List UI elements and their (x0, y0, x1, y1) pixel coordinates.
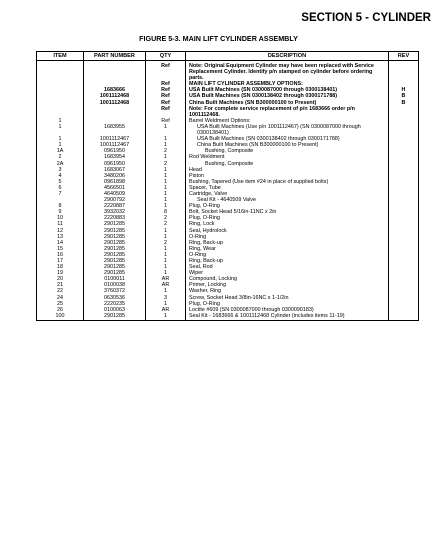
cell-part-number: 2900792 (84, 197, 146, 203)
cell-rev: B (389, 100, 419, 106)
cell-item: 26 (37, 307, 84, 313)
cell-qty: 1 (146, 234, 186, 240)
cell-qty: 1 (146, 154, 186, 160)
cell-qty: 1 (146, 264, 186, 270)
column-header-part-number: PART NUMBER (84, 52, 146, 61)
cell-qty: Ref (146, 106, 186, 118)
cell-description: Note: For complete service replacement of p/n 1683666 order p/n 1001112468. (186, 106, 389, 118)
cell-description: Plug, O-Ring (186, 301, 389, 307)
cell-description: Note: Original Equipment Cylinder may have been replaced with Service Replacement Cylinder. Identify p/n stamped on cylinder before ordering parts. (186, 63, 389, 81)
cell-item: 16 (37, 252, 84, 258)
cell-qty: 2 (146, 215, 186, 221)
column-header-rev: REV (389, 52, 419, 61)
cell-item (37, 106, 84, 118)
cell-qty: Ref (146, 93, 186, 99)
cell-description: USA Built Machines (SN 0300138402 through 0300171788) (186, 136, 389, 142)
cell-part-number: 2901285 (84, 270, 146, 276)
cell-part-number: 1683954 (84, 154, 146, 160)
cell-part-number: 2901285 (84, 264, 146, 270)
cell-description: China Built Machines (SN B300000100 to Present) (186, 142, 389, 148)
cell-rev: H (389, 87, 419, 93)
cell-description: Plug, O-Ring (186, 215, 389, 221)
cell-part-number: 0630536 (84, 295, 146, 301)
cell-qty: Ref (146, 87, 186, 93)
cell-description: MAIN LIFT CYLINDER ASSEMBLY OPTIONS: (186, 81, 389, 87)
cell-qty: Ref (146, 81, 186, 87)
cell-item: 9 (37, 209, 84, 215)
cell-description: O-Ring (186, 234, 389, 240)
cell-item (37, 63, 84, 81)
cell-part-number: 2220883 (84, 215, 146, 221)
cell-item: 18 (37, 264, 84, 270)
cell-part-number: 2901285 (84, 221, 146, 227)
cell-description: O-Ring (186, 252, 389, 258)
cell-description: Loctite #609 (SN 0300087000 through 0300090183) (186, 307, 389, 313)
cell-item: 7 (37, 191, 84, 197)
cell-qty: 1 (146, 136, 186, 142)
cell-part-number: 0100063 (84, 307, 146, 313)
cell-qty: 1 (146, 203, 186, 209)
cell-qty: AR (146, 282, 186, 288)
cell-item: 2 (37, 154, 84, 160)
cell-part-number (84, 106, 146, 118)
cell-description: Piston (186, 173, 389, 179)
cell-rev (389, 106, 419, 118)
cell-item: 24 (37, 295, 84, 301)
cell-item: 13 (37, 234, 84, 240)
cell-qty: 1 (146, 197, 186, 203)
cell-part-number: 1683955 (84, 124, 146, 136)
cell-part-number: 4566501 (84, 185, 146, 191)
cell-item: 15 (37, 246, 84, 252)
cell-item: 25 (37, 301, 84, 307)
table-row (37, 63, 419, 81)
cell-part-number: 3480206 (84, 173, 146, 179)
cell-part-number: 1683067 (84, 167, 146, 173)
cell-qty: 8 (146, 209, 186, 215)
cell-part-number: 1001112468 (84, 93, 146, 99)
cell-qty: Ref (146, 118, 186, 124)
cell-description: Ring, Lock (186, 221, 389, 227)
cell-qty: 1 (146, 179, 186, 185)
cell-item: 6 (37, 185, 84, 191)
cell-item: 17 (37, 258, 84, 264)
cell-description: China Built Machines (SN B300000100 to Present) (186, 100, 389, 106)
cell-part-number (84, 63, 146, 81)
cell-item: 14 (37, 240, 84, 246)
cell-item: 20 (37, 276, 84, 282)
cell-part-number: 1001112467 (84, 142, 146, 148)
cell-description: USA Built Machines (SN 0300087000 through 0300138401) (186, 87, 389, 93)
cell-qty: Ref (146, 100, 186, 106)
cell-qty: 2 (146, 221, 186, 227)
cell-qty: AR (146, 276, 186, 282)
cell-description: Cartridge, Valve (186, 191, 389, 197)
table-body (37, 61, 419, 321)
cell-item: 21 (37, 282, 84, 288)
cell-part-number: 0961898 (84, 179, 146, 185)
cell-item: 5 (37, 179, 84, 185)
cell-part-number: 0961950 (84, 161, 146, 167)
cell-description: Seal Kit - 4640509 Valve (186, 197, 389, 203)
cell-description: Seal Kit - 1683666 & 1001112468 Cylinder (includes items 11-19) (186, 313, 389, 321)
parts-table (36, 51, 419, 321)
cell-qty: 1 (146, 252, 186, 258)
cell-description: Compound, Locking (186, 276, 389, 282)
table-row (37, 124, 419, 136)
cell-description: Spacer, Tube (186, 185, 389, 191)
cell-qty: 1 (146, 167, 186, 173)
cell-rev (389, 313, 419, 321)
cell-description: USA Built Machines (SN 0300138402 through 0300171788) (186, 93, 389, 99)
cell-qty: 1 (146, 142, 186, 148)
cell-description: Bushing, Tapered (Use item #24 in place of supplied bolts) (186, 179, 389, 185)
cell-part-number: 2901285 (84, 240, 146, 246)
cell-part-number: 2220887 (84, 203, 146, 209)
cell-part-number: 2901285 (84, 252, 146, 258)
cell-part-number: 1001112468 (84, 100, 146, 106)
cell-description: Wiper (186, 270, 389, 276)
cell-description: Bushing, Composite (186, 161, 389, 167)
table-row (37, 313, 419, 321)
cell-qty: 1 (146, 258, 186, 264)
cell-part-number: 0100038 (84, 282, 146, 288)
cell-part-number: 0100011 (84, 276, 146, 282)
cell-qty: 1 (146, 185, 186, 191)
cell-description: Rod Weldment (186, 154, 389, 160)
cell-part-number: 2901285 (84, 234, 146, 240)
cell-part-number: 3760372 (84, 288, 146, 294)
column-header-description: DESCRIPTION (186, 52, 389, 61)
cell-description: Head (186, 167, 389, 173)
cell-item: 11 (37, 221, 84, 227)
cell-part-number: 3932032 (84, 209, 146, 215)
cell-item: 100 (37, 313, 84, 321)
table-header-row (37, 52, 419, 61)
cell-qty: 3 (146, 295, 186, 301)
cell-item: 19 (37, 270, 84, 276)
cell-qty: 2 (146, 148, 186, 154)
table-row (37, 106, 419, 118)
cell-description: Washer, Ring (186, 288, 389, 294)
cell-description: Ring, Wear (186, 246, 389, 252)
column-header-qty: QTY (146, 52, 186, 61)
cell-qty: 1 (146, 313, 186, 321)
cell-rev (389, 63, 419, 81)
cell-item: 1 (37, 118, 84, 124)
cell-item: 12 (37, 228, 84, 234)
cell-qty: AR (146, 307, 186, 313)
cell-qty: 1 (146, 228, 186, 234)
section-title: SECTION 5 - CYLINDER (301, 12, 431, 24)
cell-qty: 1 (146, 124, 186, 136)
cell-qty: Ref (146, 63, 186, 81)
cell-part-number: 2901285 (84, 313, 146, 321)
cell-part-number: 2901285 (84, 246, 146, 252)
cell-qty: 1 (146, 246, 186, 252)
cell-qty: 1 (146, 288, 186, 294)
cell-item: 1A (37, 148, 84, 154)
cell-item: 4 (37, 173, 84, 179)
cell-rev: B (389, 93, 419, 99)
cell-part-number: 2901285 (84, 258, 146, 264)
cell-part-number: 4640509 (84, 191, 146, 197)
cell-description: Ring, Back-up (186, 258, 389, 264)
cell-description: Ring, Back-up (186, 240, 389, 246)
cell-description: Seal, Rod (186, 264, 389, 270)
column-header-item: ITEM (37, 52, 84, 61)
cell-part-number: 2901285 (84, 228, 146, 234)
cell-part-number: 1683666 (84, 87, 146, 93)
cell-description: Barrel Weldment Options: (186, 118, 389, 124)
cell-item: 1 (37, 136, 84, 142)
cell-part-number: 2220235 (84, 301, 146, 307)
cell-description: Plug, O-Ring (186, 203, 389, 209)
cell-description: Bolt, Socket Head 5/16in-11NC x 2in (186, 209, 389, 215)
cell-part-number: 0961950 (84, 148, 146, 154)
cell-description: Seal, Hydrolock (186, 228, 389, 234)
cell-item: 22 (37, 288, 84, 294)
cell-rev (389, 124, 419, 136)
cell-qty: 1 (146, 270, 186, 276)
cell-qty: 2 (146, 161, 186, 167)
cell-item: 1 (37, 142, 84, 148)
cell-qty: 1 (146, 173, 186, 179)
figure-title: FIGURE 5-3. MAIN LIFT CYLINDER ASSEMBLY (139, 34, 298, 43)
cell-item: 10 (37, 215, 84, 221)
cell-item: 8 (37, 203, 84, 209)
cell-description: Bushing, Composite (186, 148, 389, 154)
cell-description: Primer, Locking (186, 282, 389, 288)
cell-item: 3 (37, 167, 84, 173)
cell-qty: 2 (146, 240, 186, 246)
cell-item: 1 (37, 124, 84, 136)
cell-qty: 1 (146, 191, 186, 197)
cell-description: Screw, Socket Head 3/8in-16NC x 1-1/2in (186, 295, 389, 301)
cell-item: 2A (37, 161, 84, 167)
cell-description: USA Built Machines (Use p/n 1001112467) (SN 0300087000 through 0300138401) (186, 124, 389, 136)
cell-part-number: 1001112467 (84, 136, 146, 142)
cell-qty: 1 (146, 301, 186, 307)
